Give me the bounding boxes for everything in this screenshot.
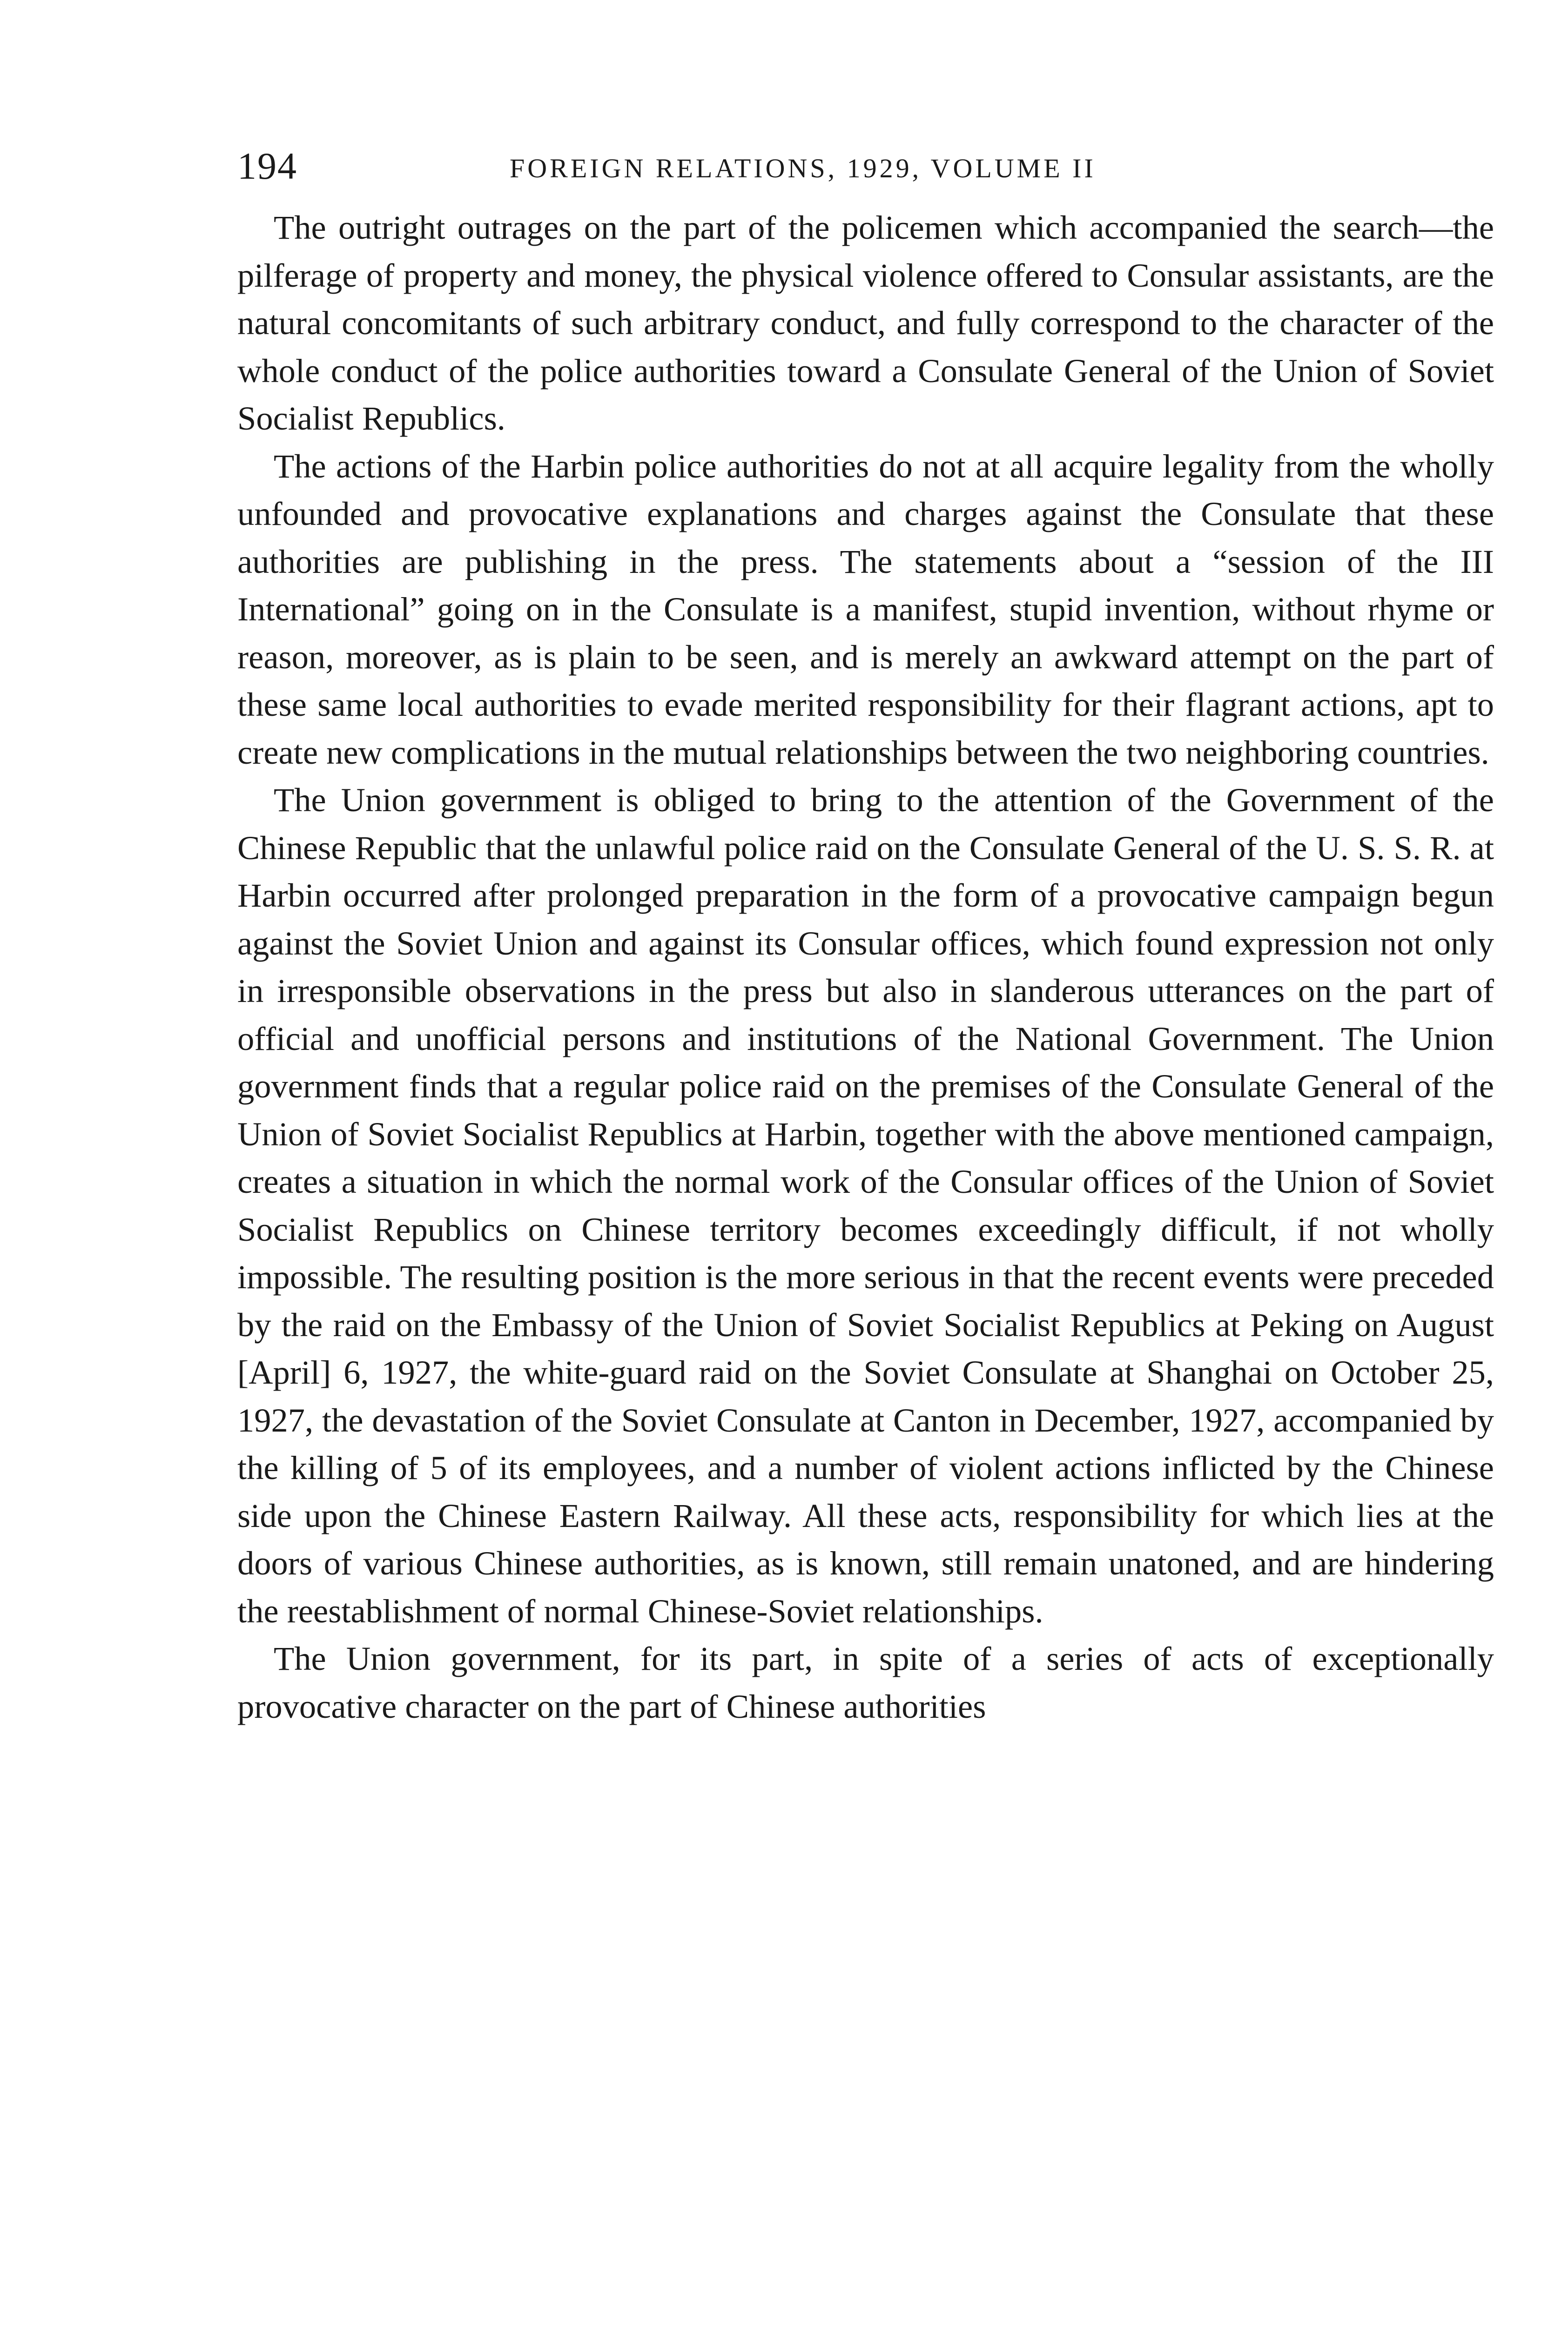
page-header <box>237 144 1494 200</box>
document-page <box>237 144 1494 1730</box>
paragraph-2: The actions of the Harbin police authorities do not at all acquire legality from the wholly unfounded and provocative explanations and charges against the Consulate that these authorities are publishing in the press. The statements about a “session of the III International” going on in the Consulate is a manifest, stupid invention, without rhyme or reason, moreover, as is plain to be seen, and is merely an awkward attempt on the part of these same local authorities to evade merited responsibility for their flagrant actions, apt to create new complications in the mutual relationships between the two neighboring countries. <box>237 447 1494 771</box>
paragraph-4: The Union government, for its part, in spite of a series of acts of exceptionally provocative character on the part of Chinese authorities <box>237 1640 1494 1725</box>
page-number: 194 <box>237 145 297 187</box>
body-text <box>237 204 1494 1730</box>
paragraph-1: The outright outrages on the part of the policemen which accompanied the search—the pilferage of property and money, the physical violence offered to Consular assistants, are the natural concomitants of such arbitrary conduct, and fully correspond to the character of the whole conduct of the police authorities toward a Consulate General of the Union of Soviet Socialist Republics. <box>237 208 1494 437</box>
running-title: FOREIGN RELATIONS, 1929, VOLUME II <box>510 153 1096 183</box>
paragraph-3: The Union government is obliged to bring to the attention of the Government of the Chinese Republic that the unlawful police raid on the Consulate General of the U. S. S. R. at Harbin occurred after prolonged preparation in the form of a provocative campaign begun against the Soviet Union and against its Consular offices, which found expression not only in irresponsible observations in the press but also in slanderous utterances on the part of official and unofficial persons and institutions of the National Government. The Union government finds that a regular police raid on the premises of the Consulate General of the Union of Soviet Socialist Republics at Harbin, together with the above mentioned campaign, creates a situation in which the normal work of the Consular offices of the Union of Soviet Socialist Republics on Chinese territory becomes exceedingly difficult, if not wholly impossible. The resulting position is the more serious in that the recent events were preceded by the raid on the Embassy of the Union of Soviet Socialist Republics at Peking on August [April] 6, 1927, the white-guard raid on the Soviet Consulate at Shanghai on October 25, 1927, the devastation of the Soviet Consulate at Canton in December, 1927, accompanied by the killing of 5 of its employees, and a number of violent actions inflicted by the Chinese side upon the Chinese Eastern Railway. All these acts, responsibility for which lies at the doors of various Chinese authorities, as is known, still remain unatoned, and are hindering the reestablishment of normal Chinese-Soviet relationships. <box>237 781 1494 1630</box>
